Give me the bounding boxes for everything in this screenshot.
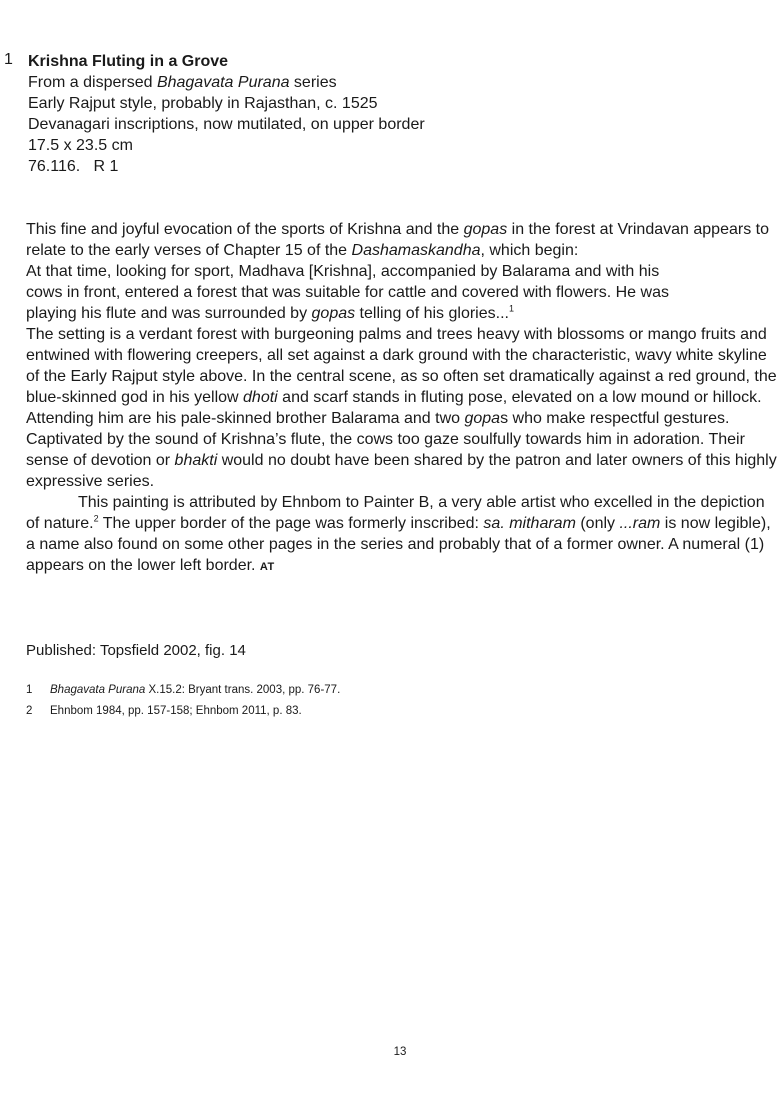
block-quote: At that time, looking for sport, Madhava [Krishna], accompanied by Balarama and with his cows in front, entered a forest that was suitable for cattle and covered with flowers. He was playing his flute and was surrounded by gopas telling of his glories...$^1$: [26, 263, 669, 322]
attribution-paragraph: This painting is attributed by Ehnbom to Painter B, a very able artist who excelled in the depiction of nature.$^2$ The upper border of the page was formerly inscribed: sa. mitharam (only ...ram is now legible), a name also found on some other pages in the series and probably that of a former owner. A numeral (1) appears on the lower left border. AT: [26, 494, 771, 574]
footnote-ref-2[interactable]: 2: [93, 513, 99, 524]
catalogue-entry-header: [28, 51, 425, 177]
catalogue-number: 1: [4, 51, 13, 68]
footnote-ref-1[interactable]: 1: [508, 303, 514, 314]
artwork-title: Krishna Fluting in a Grove: [28, 53, 229, 70]
published-reference: Published: Topsfield 2002, fig. 14: [26, 642, 246, 659]
description-paragraph: The setting is a verdant forest with burgeoning palms and trees heavy with blossoms or mango fruits and entwined with flowering creepers, all set against a dark ground with the characteristic, wavy white skyline of the Early Rajput style above. In the central scene, as so often set dramatically against a red ground, the blue-skinned god in his yellow dhoti and scarf stands in fluting pose, elevated on a low mound or hillock. Attending him are his pale-skinned brother Balarama and two gopas who make respectful gestures. Captivated by the sound of Krishna’s flute, the cows too gaze soulfully towards him in adoration. Their sense of devotion or bhakti would no doubt have been shared by the patron and later owners of this highly expressive series.: [26, 326, 777, 490]
essay-body: [26, 219, 778, 578]
style-line: Early Rajput style, probably in Rajasthan, c. 1525: [28, 95, 378, 112]
author-initials: AT: [259, 561, 275, 573]
dimensions-line: 17.5 x 23.5 cm: [28, 137, 133, 154]
accession-line: 76.116. R 1: [28, 158, 119, 175]
footnote-item: 2 Ehnbom 1984, pp. 157-158; Ehnbom 2011, p. 83.: [26, 705, 302, 717]
footnotes: [26, 680, 340, 722]
inscriptions-line: Devanagari inscriptions, now mutilated, on upper border: [28, 116, 425, 133]
footnote-item: 1 Bhagavata Purana X.15.2: Bryant trans. 2003, pp. 76-77.: [26, 684, 341, 696]
intro-paragraph: This fine and joyful evocation of the sports of Krishna and the gopas in the forest at Vrindavan appears to relate to the early verses of Chapter 15 of the Dashamaskandha, which begin:: [26, 221, 769, 259]
page-number: 13: [393, 1046, 407, 1058]
source-line: From a dispersed Bhagavata Purana series: [28, 74, 337, 91]
